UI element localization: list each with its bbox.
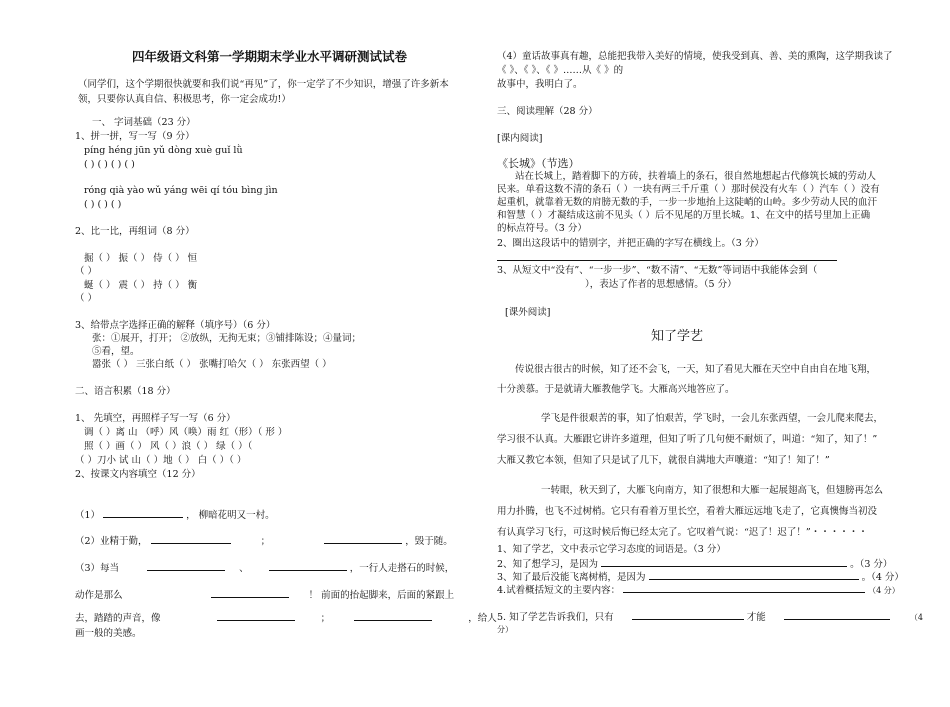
blank-6[interactable] — [211, 588, 289, 598]
answer-brackets-row-2: ( ) ( ) ( ) — [84, 199, 122, 210]
story-question-1: 1、知了学艺，文中表示它学习态度的词语是。（3 分） — [497, 544, 726, 555]
recite-5-text: ，给人 — [468, 613, 497, 624]
story-question-2 — [497, 557, 892, 571]
story-para-3-line-3: 有认真学习飞行，可这时候后悔已经太完了。它叹着气说：“迟了！迟了！”・・・・・・ — [497, 527, 868, 538]
recite-3-text: ，一行人走搭石的时候， — [349, 563, 455, 574]
recite-line-2 — [75, 534, 453, 548]
recite-question-heading: 2、按课文内容填空（12 分） — [75, 469, 201, 480]
story-para-1-line-1: 传说很古很古的时候，知了还不会飞，一天，知了看见大雁在天空中自由自在地飞翔， — [515, 364, 877, 375]
blank-1[interactable] — [103, 508, 183, 518]
story-question-line-2: 《 》、《 》、《 》……从《 》的 — [497, 65, 624, 76]
story-question-4 — [497, 583, 900, 597]
question-1-heading: 1、拼一拼，写一写（9 分） — [75, 131, 195, 142]
recite-1-label: （1） — [75, 510, 101, 521]
section-1-heading: 一、 字词基础（23 分） — [92, 117, 196, 128]
passage-1-line-2: 民来。单看这数不清的条石（ ）一块有两三千斤重（ ）那时侯没有火车（ ）汽车（ ）没有 — [497, 184, 880, 195]
compare-row-1: 掘（ ） 振（ ） 侍（ ） 恒 — [84, 253, 198, 264]
recite-line-6: 画一般的美感。 — [75, 628, 142, 639]
intro-line-1: （同学们，这个学期很快就要和我们说“再见”了，你一定学了不少知识，增强了许多新本 — [78, 79, 449, 90]
question-3-options: 张：①展开，打开； ②放纵，无拘无束；③铺排陈设；④量词； — [92, 333, 362, 344]
great-wall-title: 《长城》（节选） — [497, 157, 580, 170]
blank-eq2[interactable] — [601, 557, 847, 567]
blank-4[interactable] — [147, 561, 225, 571]
fill-row-3: （ ）刀小 试 山（ ）地（ ） 白（ ）（ ） — [75, 455, 247, 466]
story-question-4-text: 4.试着概括短文的主要内容： — [497, 585, 621, 596]
story-question-2-text: 2、知了想学习，是因为 — [497, 559, 599, 570]
story-question-line-3: 故事中，我明白了。 — [497, 79, 583, 90]
question-2-heading: 2、比一比，再组词（8 分） — [75, 226, 195, 237]
question-3-heading: 3、给带点字选择正确的解释（填序号）（6 分） — [75, 320, 276, 331]
question-3-options-cont: ⑤看，望。 — [92, 346, 140, 357]
recite-4-label: 动作是那么 — [75, 590, 123, 601]
blank-5[interactable] — [269, 561, 347, 571]
story-para-3-line-1: 一转眼，秋天到了，大雁飞向南方，知了很想和大雁一起展翅高飞，但翅膀再怎么 — [541, 485, 884, 496]
pinyin-row-1: píng héng jūn yǔ dòng xuè guǐ lǜ — [84, 145, 243, 156]
blank-7[interactable] — [217, 611, 295, 621]
story-question-3-text: 3、知了最后没能飞离树梢，是因为 — [497, 572, 646, 583]
pinyin-row-2: róng qià yào wǔ yáng wēi qí tóu bìng jìn — [84, 185, 278, 196]
story-question-3-score: 。（4 分） — [861, 572, 904, 583]
story-question-4-score: （4 分） — [868, 586, 900, 595]
exam-title: 四年级语文科第一学期期末学业水平调研测试试卷 — [132, 49, 408, 64]
blank-eq4[interactable] — [623, 583, 865, 593]
section-3-heading: 三、阅读理解（28 分） — [497, 106, 598, 117]
story-question-line-1: （4）童话故事真有趣，总能把我带入美好的情境，使我受到真、善、美的熏陶，这学期我读了 — [497, 51, 893, 62]
answer-line-q2[interactable] — [497, 260, 837, 261]
recite-5-sep: ； — [320, 613, 331, 624]
extra-reading-label: [课外阅读] — [505, 307, 551, 318]
recite-4-text: ！ 前面的抬起脚来，后面的紧跟上 — [308, 590, 455, 601]
question-3-items: 嚣张（ ） 三张白纸（ ） 张嘴打哈欠（ ） 东张西望（ ） — [92, 359, 332, 370]
story-para-2-line-3: 大雁又教它本领，但知了只是试了几下，就很自满地大声嚷道：“知了！知了！” — [497, 455, 830, 466]
story-question-3 — [497, 570, 904, 584]
recite-3-sep: 、 — [239, 563, 249, 574]
story-question-5-score: （4 — [909, 613, 923, 622]
fill-row-2: 照（ ）画（ ） 风（ ）浪（ ） 绿（ ）（ — [84, 441, 253, 452]
reading-question-2: 2、圈出这段话中的错别字，并把正确的字写在横线上。（3 分） — [497, 238, 764, 249]
passage-1-line-4: 和智慧（ ）才凝结成这前不见头（ ）后不见尾的万里长城。1、在文中的括号里加上正确 — [497, 210, 871, 221]
story-para-2-line-1: 学飞是件很艰苦的事，知了怕艰苦，学飞时，一会儿东张西望，一会儿爬来爬去， — [541, 413, 884, 424]
blank-8[interactable] — [354, 611, 432, 621]
recite-2-sep: ； — [260, 536, 271, 547]
story-question-5-mid: 才能 — [746, 612, 766, 623]
recite-1-text: ， 柳暗花明又一村。 — [186, 510, 275, 521]
compare-row-2: 蜒（ ） 震（ ） 持（ ） 衡 — [84, 280, 198, 291]
reading-question-3: 3、从短文中“没有”、“一步一步”、“数不清”、“无数”等词语中我能体会到（ — [497, 265, 818, 276]
in-class-reading-label: [课内阅读] — [497, 133, 543, 144]
blank-eq5a[interactable] — [632, 610, 744, 620]
blank-3[interactable] — [324, 534, 402, 544]
recite-line-3 — [75, 561, 454, 575]
blank-eq5b[interactable] — [784, 610, 890, 620]
recite-2-label: （2）业精于勤， — [75, 536, 148, 547]
blank-2[interactable] — [151, 534, 231, 544]
recite-3-label: （3）每当 — [75, 563, 120, 574]
story-question-2-score: 。（3 分） — [850, 559, 893, 570]
fill-question-heading: 1、 先填空，再照样子写一写（6 分） — [75, 413, 236, 424]
story-question-5-score-cont: 分） — [497, 625, 513, 634]
fill-row-1: 调（ ）离 山 （呼）风（唤）雨 红（形）（ 形 ） — [84, 427, 288, 438]
blank-eq3[interactable] — [649, 570, 859, 580]
story-para-2-line-2: 学习很不认真。大雁跟它讲许多道理，但知了听了几句便不耐烦了，叫道：“知了，知了！” — [497, 434, 878, 445]
cicada-story-title: 知了学艺 — [651, 329, 704, 344]
story-question-5 — [497, 610, 923, 624]
answer-brackets-row-1: ( ) ( ) ( ) ( ) — [84, 159, 135, 170]
story-para-1-line-2: 十分羡慕。于是就请大雁教他学飞。大雁高兴地答应了。 — [497, 384, 735, 395]
recite-2-text: ，毁于随。 — [405, 536, 453, 547]
intro-line-2: 领，只要你认真自信、积极思考，你一定会成功!） — [78, 94, 291, 105]
passage-1-line-3: 起重机，就靠着无数的肩膀无数的手，一步一步地抬上这陡峭的山岭。多少劳动人民的血汗 — [497, 197, 878, 208]
recite-5-label: 去，踏踏的声音，像 — [75, 613, 161, 624]
reading-question-3-cont: ），表达了作者的思想感情。（5 分） — [585, 279, 737, 290]
compare-row-2-cont: （ ） — [75, 293, 98, 304]
passage-1-line-5: 的标点符号。（3 分） — [497, 223, 587, 234]
recite-line-5 — [75, 611, 497, 625]
story-para-3-line-2: 用力扑腾，也飞不过树梢。它只有看着万里长空，看着大雁远远地飞走了，它真懊悔当初没 — [497, 506, 878, 517]
story-question-5-text: 5. 知了学艺告诉我们，只有 — [497, 612, 614, 623]
recite-line-4 — [75, 588, 454, 602]
recite-line-1 — [75, 508, 275, 522]
section-2-heading: 二、语言积累（18 分） — [75, 386, 176, 397]
compare-row-1-cont: （ ） — [75, 266, 98, 277]
passage-1-line-1: 站在长城上，踏着脚下的方砖，扶着墙上的条石，很自然地想起古代修筑长城的劳动人 — [515, 171, 877, 182]
